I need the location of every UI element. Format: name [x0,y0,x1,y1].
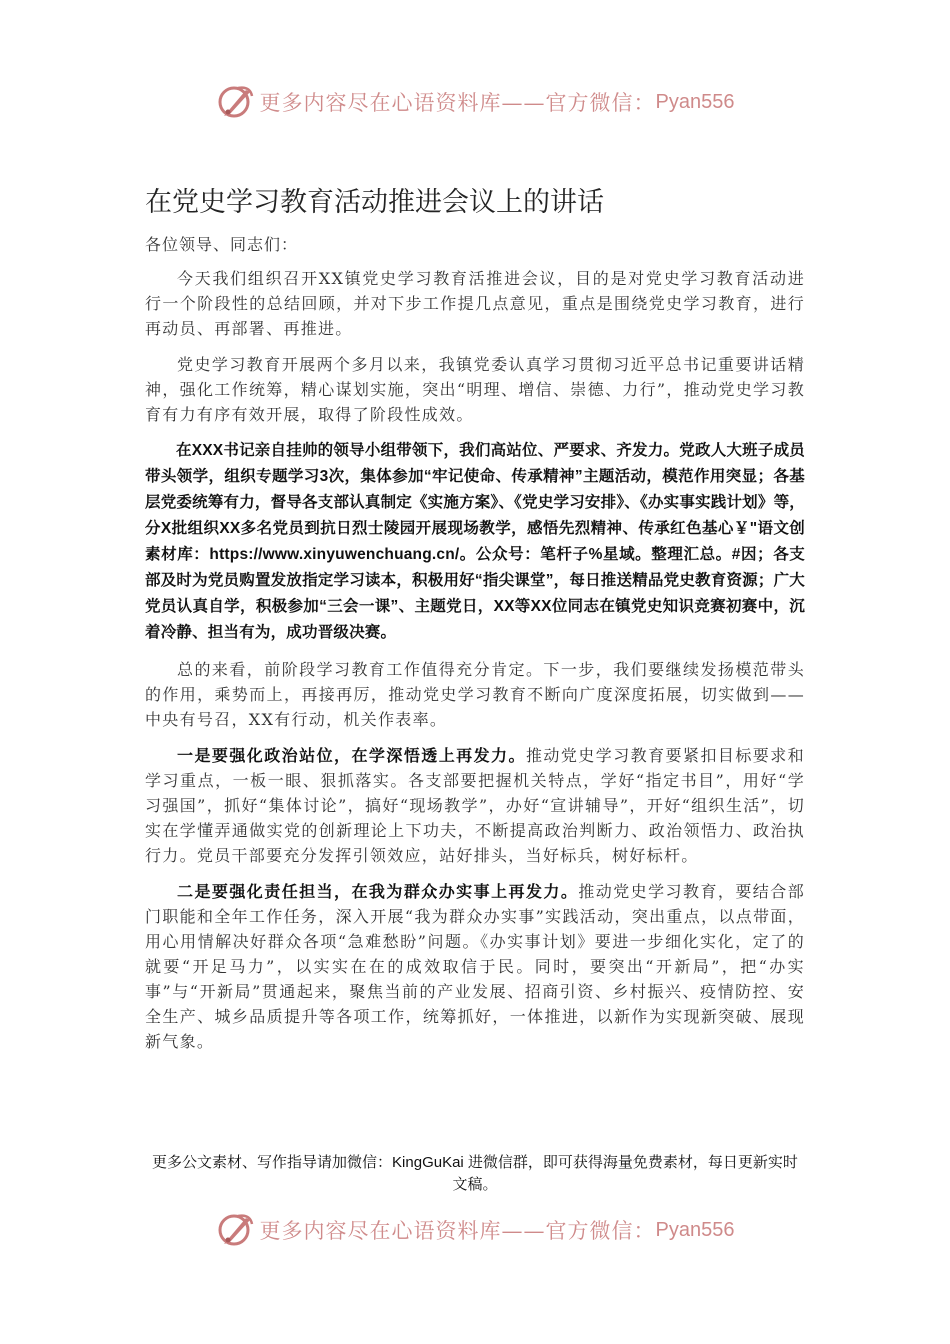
banner-text: 更多内容尽在心语资料库——官方微信： [259,91,656,115]
paragraph-summary: 总的来看，前阶段学习教育工作值得充分肯定。下一步，我们要继续发扬模范带头的作用，乘势而上，再接再厉，推动党史学习教育不断向广度深度拓展，切实做到——中央有号召，XX有行动，机关作表率。 [145,660,805,729]
paragraph-point-2 [145,879,805,1054]
point-2-body: 推动党史学习教育，要结合部门职能和全年工作任务，深入开展“我为群众办实事”实践活动，突出重点，以点带面，用心用情解决好群众各项“急难愁盼”问题。《办实事计划》要进一步细化实化，定了的就要“开足马力”，以实实在在的成效取信于民。同时，要突出“开新局”，把“办实事”与“开新局”贯通起来，聚焦当前的产业发展、招商引资、乡村振兴、疫情防控、安全生产、城乡品质提升等各项工作，统筹抓好，一体推进，以新作为实现新突破、展现新气象。 [145,882,805,1051]
quill-logo-icon [216,1210,256,1250]
paragraph-progress: 党史学习教育开展两个多月以来，我镇党委认真学习贯彻习近平总书记重要讲话精神，强化工作统筹，精心谋划实施，突出“明理、增信、崇德、力行”，推动党史学习教育有力有序有效开展，取得了阶段性成效。 [145,355,805,424]
quill-logo-icon [216,82,256,122]
paragraph-intro: 今天我们组织召开XX镇党史学习教育活推进会议，目的是对党史学习教育活动进行一个阶段性的总结回顾，并对下步工作提几点意见，重点是围绕党史学习教育，进行再动员、再部署、再推进。 [145,269,805,338]
bottom-banner [0,1210,950,1250]
banner-wechat-id: Pyan556 [655,90,735,113]
point-1-body: 推动党史学习教育要紧扣目标要求和学习重点，一板一眼、狠抓落实。各支部要把握机关特点，学好“指定书目”，用好“学习强国”，抓好“集体讨论”，搞好“现场教学”，办好“宣讲辅导”，开好“组织生活”，切实在学懂弄通做实党的创新理论上下功夫，不断提高政治判断力、政治领悟力、政治执行力。党员干部要充分发挥引领效应，站好排头，当好标兵，树好标杆。 [145,746,805,865]
point-1-heading: 一是要强化政治站位，在学深悟透上再发力。 [177,746,526,765]
top-banner [0,82,950,122]
paragraph-point-1 [145,743,805,868]
footer-note: 更多公文素材、写作指导请加微信：KingGuKai 进微信群，即可获得海量免费素材，每日更新实时文稿。 [152,1154,798,1193]
salutation: 各位领导、同志们： [145,235,299,254]
banner-text: 更多内容尽在心语资料库——官方微信： [259,1219,656,1243]
banner-wechat-id: Pyan556 [655,1218,735,1241]
document-body [145,232,805,1065]
document-title: 在党史学习教育活动推进会议上的讲话 [145,187,604,217]
point-2-heading: 二是要强化责任担当，在我为群众办实事上再发力。 [177,882,579,901]
paragraph-achievements: 在XXX书记亲自挂帅的领导小组带领下，我们高站位、严要求、齐发力。党政人大班子成员带头领学，组织专题学习3次，集体参加“牢记使命、传承精神”主题活动，模范作用突显；各基层党委统筹有力，督导各支部认真制定《实施方案》、《党史学习安排》、《办实事实践计划》等，分X批组织XX多名党员到抗日烈士陵园开展现场教学，感悟先烈精神、传承红色基心￥"语文创素材库：https://www.xinyuwenchuang.cn/。公众号：笔杆子%星域。整理汇总。#因；各支部及时为党员购置发放指定学习读本，积极用好“指尖课堂”，每日推送精品党史教育资源；广大党员认真自学，积极参加“三会一课”、主题党日，XX等XX位同志在镇党史知识竞赛初赛中，沉着冷静、担当有为，成功晋级决赛。 [145,442,805,641]
